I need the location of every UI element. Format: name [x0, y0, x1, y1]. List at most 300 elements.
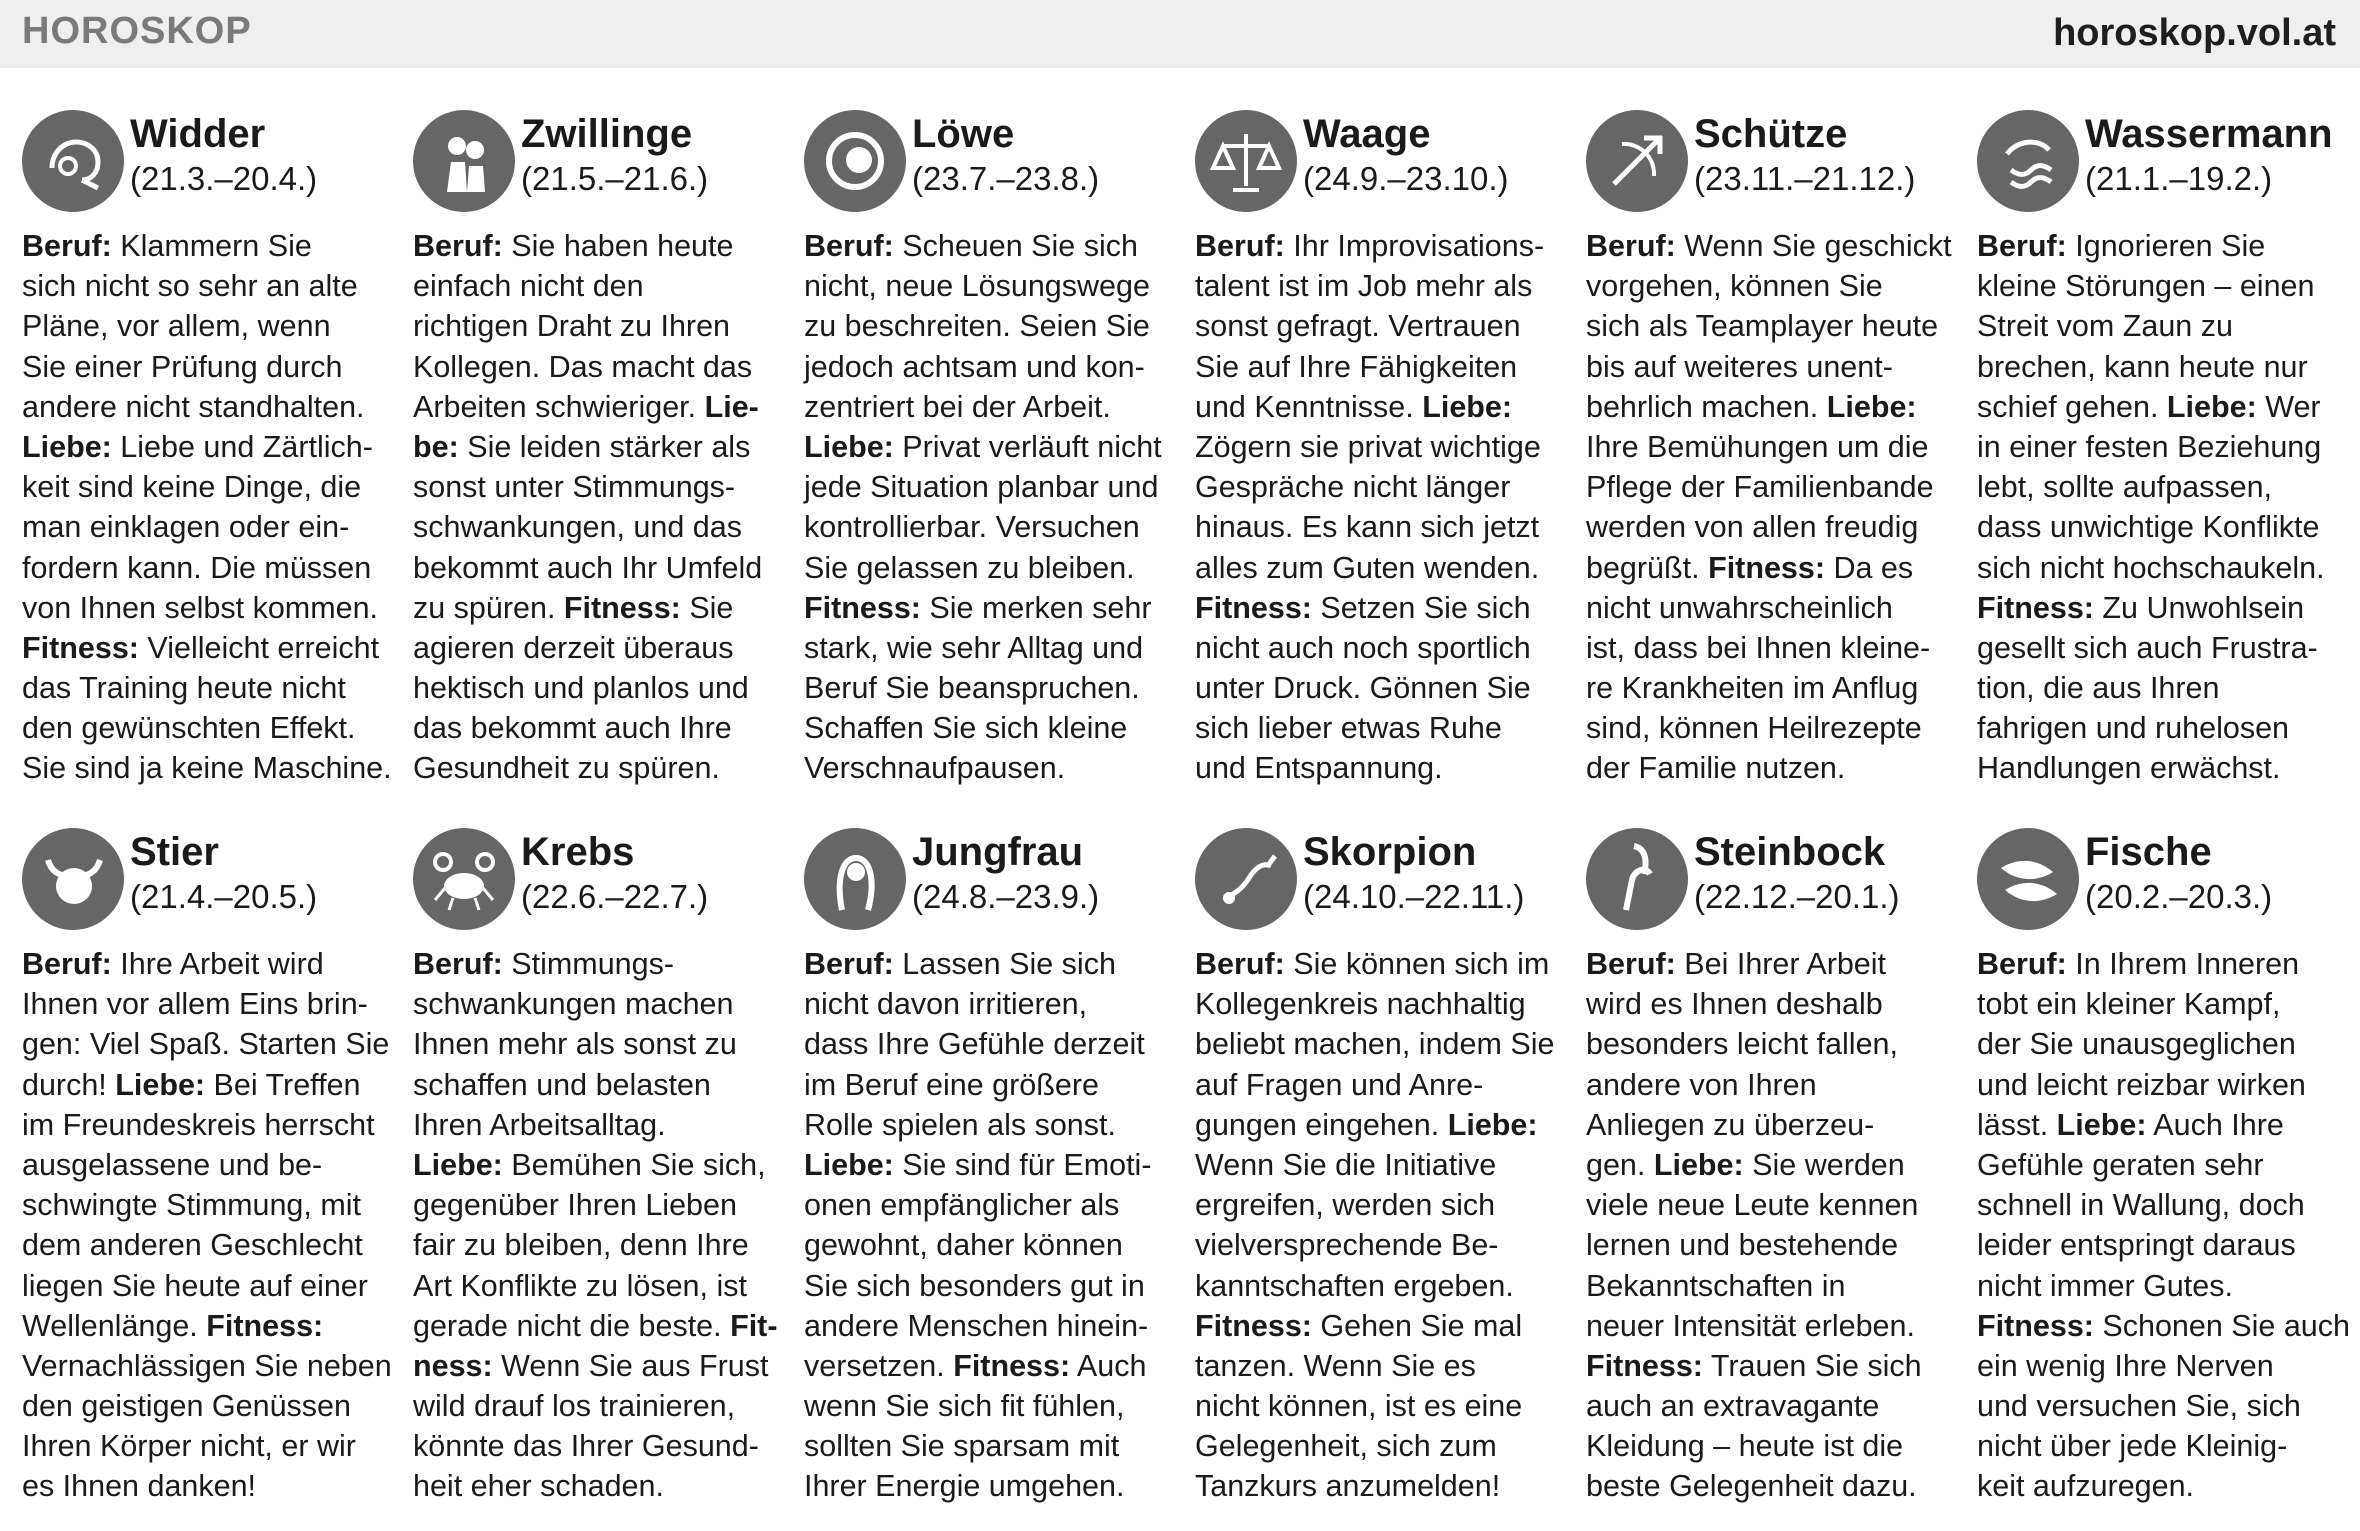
text-run: Sie sind für Emoti- [893, 1147, 1152, 1182]
text-line [22, 1024, 392, 1064]
text-run: gungen eingehen. [1195, 1107, 1448, 1142]
text-run: gegenüber Ihren Lieben [413, 1188, 737, 1223]
text-line [1586, 1266, 1956, 1306]
text-line [413, 347, 783, 387]
virgin-icon [804, 828, 906, 930]
text-run: Auch [1070, 1348, 1147, 1383]
text-line [413, 1065, 783, 1105]
text-line [1977, 427, 2347, 467]
text-run: alles zum Guten wenden. [1195, 550, 1540, 585]
text-line [804, 1065, 1174, 1105]
text-line [22, 1065, 392, 1105]
text-run: Wer [2256, 389, 2321, 424]
text-line [1586, 548, 1956, 588]
text-run: könnte das Ihrer Gesund- [413, 1429, 759, 1464]
text-line [1586, 1225, 1956, 1265]
text-run: talent ist im Job mehr als [1195, 269, 1533, 304]
text-line [413, 668, 783, 708]
text-run: Bekanntschaften in [1586, 1268, 1846, 1303]
text-line [1586, 628, 1956, 668]
text-line [413, 226, 783, 266]
text-line [804, 387, 1174, 427]
text-run: brechen, kann heute nur [1977, 349, 2308, 384]
text-run: schnell in Wallung, doch [1977, 1188, 2305, 1223]
text-run: hinaus. Es kann sich jetzt [1195, 510, 1540, 545]
text-line [413, 1225, 783, 1265]
text-run: Zögern sie privat wichtige [1195, 429, 1541, 464]
text-line [1977, 507, 2347, 547]
text-line [1586, 1426, 1956, 1466]
section-label: Liebe: [804, 1147, 894, 1182]
text-run: keit aufzuregen. [1977, 1469, 2195, 1504]
text-run: Vernachlässigen Sie neben [22, 1348, 392, 1383]
text-line [804, 1466, 1174, 1506]
text-run: den gewünschten Effekt. [22, 711, 356, 746]
text-line [1977, 306, 2347, 346]
text-run: richtigen Draht zu Ihren [413, 309, 731, 344]
text-run: Sie merken sehr [920, 590, 1152, 625]
text-run: Sie können sich im [1284, 947, 1550, 981]
section-label: Liebe: [804, 429, 894, 464]
text-line [1977, 1225, 2347, 1265]
section-label: Liebe: [1826, 389, 1917, 424]
text-run: Stimmungs- [502, 947, 674, 981]
text-run: auf Fragen und Anre- [1195, 1067, 1484, 1102]
text-run: Wenn Sie geschickt [1675, 229, 1952, 263]
text-line [1977, 1426, 2347, 1466]
text-line [413, 1266, 783, 1306]
text-line [804, 668, 1174, 708]
text-run: sonst gefragt. Vertrauen [1195, 309, 1521, 344]
text-line [413, 708, 783, 748]
text-line [413, 1386, 783, 1426]
text-line [1586, 708, 1956, 748]
sign-text [22, 226, 392, 789]
sign-name: Jungfrau [912, 830, 1084, 874]
sign-name: Zwillinge [521, 112, 693, 156]
text-run: Gesundheit zu spüren. [413, 751, 720, 786]
text-run: auch an extravagante [1586, 1389, 1880, 1424]
text-run: der Sie unausgeglichen [1977, 1027, 2296, 1062]
text-line [413, 1306, 783, 1346]
text-line [804, 507, 1174, 547]
text-run: Scheuen Sie sich [893, 229, 1138, 263]
section-label: Fitness: [206, 1308, 324, 1343]
text-line [804, 984, 1174, 1024]
text-line [22, 1426, 392, 1466]
text-run: kontrollierbar. Versuchen [804, 510, 1140, 545]
text-run: nicht über jede Kleinig- [1977, 1429, 2288, 1464]
text-run: zentriert bei der Arbeit. [804, 389, 1111, 424]
text-line [1195, 944, 1565, 984]
text-run: Pflege der Familienbande [1586, 470, 1934, 505]
text-line [1195, 1466, 1565, 1506]
text-line [22, 1306, 392, 1346]
text-line [413, 1024, 783, 1064]
sign-text [1586, 226, 1956, 789]
sign-dates: (21.1.–19.2.) [2085, 160, 2273, 197]
text-run: nicht auch noch sportlich [1195, 630, 1531, 665]
text-run: keit sind keine Dinge, die [22, 470, 362, 505]
text-line [22, 507, 392, 547]
text-run: Streit vom Zaun zu [1977, 309, 2233, 344]
text-line [1977, 1105, 2347, 1145]
section-label: Beruf: [1195, 229, 1285, 263]
text-run: Pläne, vor allem, wenn [22, 309, 331, 344]
text-line [22, 748, 392, 788]
text-line [1977, 1145, 2347, 1185]
text-run: im Beruf eine größere [804, 1067, 1099, 1102]
sign-name: Steinbock [1694, 830, 1886, 874]
text-line [1977, 668, 2347, 708]
text-run: Wenn Sie die Initiative [1195, 1147, 1497, 1182]
text-line [804, 427, 1174, 467]
sign-dates: (21.3.–20.4.) [130, 160, 318, 197]
text-line [1195, 628, 1565, 668]
text-run: tobt ein kleiner Kampf, [1977, 987, 2281, 1022]
text-run: Ihrer Energie umgehen. [804, 1469, 1125, 1504]
text-run: nicht unwahrscheinlich [1586, 590, 1893, 625]
text-run: wenn Sie sich fit fühlen, [804, 1389, 1125, 1424]
archer-icon [1586, 110, 1688, 212]
text-run: Liebe und Zärtlich- [111, 429, 373, 464]
text-run: und Entspannung. [1195, 751, 1443, 786]
text-run: leider entspringt daraus [1977, 1228, 2296, 1263]
text-run: Wellenlänge. [22, 1308, 207, 1343]
text-run: das Training heute nicht [22, 671, 346, 706]
text-line [1195, 1105, 1565, 1145]
text-line [1586, 1024, 1956, 1064]
text-line [413, 1105, 783, 1145]
text-run: andere Menschen hinein- [804, 1308, 1149, 1343]
text-run: Ihr Improvisations- [1284, 229, 1545, 263]
text-run: Gehen Sie mal [1311, 1308, 1523, 1343]
text-line [413, 588, 783, 628]
section-label: Liebe: [2166, 389, 2257, 424]
text-run: Bei Treffen [205, 1067, 361, 1102]
section-label: Beruf: [413, 229, 503, 263]
text-run: Gespräche nicht länger [1195, 470, 1511, 505]
text-run: wild drauf los trainieren, [413, 1389, 736, 1424]
text-line [1586, 944, 1956, 984]
text-line [1195, 1185, 1565, 1225]
sign-dates: (22.12.–20.1.) [1694, 878, 1900, 915]
text-line [22, 387, 392, 427]
section-label: Fitness: [1977, 1308, 2094, 1343]
water-bearer-icon [1977, 110, 2079, 212]
section-label: Beruf: [1195, 947, 1285, 981]
sign-text [413, 944, 783, 1507]
text-line [1195, 1306, 1565, 1346]
text-run: Sie auf Ihre Fähigkeiten [1195, 349, 1518, 384]
sign-dates: (22.6.–22.7.) [521, 878, 709, 915]
text-run: Ihre Arbeit wird [111, 947, 324, 981]
text-line [1195, 668, 1565, 708]
text-line [804, 1386, 1174, 1426]
section-label: Liebe: [22, 429, 112, 464]
bull-icon [22, 828, 124, 930]
text-line [413, 944, 783, 984]
text-run: Anliegen zu überzeu- [1586, 1107, 1875, 1142]
text-line [804, 1105, 1174, 1145]
text-line [1586, 266, 1956, 306]
text-line [22, 467, 392, 507]
text-line [804, 748, 1174, 788]
section-title: HOROSKOP [22, 10, 252, 52]
text-run: kleine Störungen – einen [1977, 269, 2315, 304]
section-label: Beruf: [1586, 947, 1676, 981]
text-line [1586, 306, 1956, 346]
text-line [1977, 226, 2347, 266]
sign-text [804, 944, 1174, 1507]
sign-dates: (21.5.–21.6.) [521, 160, 709, 197]
text-line [22, 347, 392, 387]
text-run: dass Ihre Gefühle derzeit [804, 1027, 1145, 1062]
text-line [1977, 347, 2347, 387]
section-label: Fitness: [1977, 590, 2094, 625]
text-line [804, 347, 1174, 387]
text-run: fordern kann. Die müssen [22, 550, 372, 585]
text-line [1977, 984, 2347, 1024]
sign-dates: (20.2.–20.3.) [2085, 878, 2273, 915]
text-run: besonders leicht fallen, [1586, 1027, 1898, 1062]
text-run: schief gehen. [1977, 389, 2167, 424]
text-run: liegen Sie heute auf einer [22, 1268, 368, 1303]
text-line [1586, 347, 1956, 387]
scales-icon [1195, 110, 1297, 212]
section-label: Beruf: [22, 229, 112, 263]
text-line [804, 1346, 1174, 1386]
text-run: ergreifen, werden sich [1195, 1188, 1496, 1223]
text-line [413, 1426, 783, 1466]
text-line [804, 1306, 1174, 1346]
text-run: gewohnt, daher können [804, 1228, 1123, 1263]
sign-text [22, 944, 392, 1507]
text-run: andere nicht standhalten. [22, 389, 365, 424]
sign-name: Stier [130, 830, 219, 874]
text-line [1586, 588, 1956, 628]
text-run: und versuchen Sie, sich [1977, 1389, 2301, 1424]
text-line [1977, 748, 2347, 788]
text-run: lernen und bestehende [1586, 1228, 1899, 1263]
text-line [22, 668, 392, 708]
text-run: Bei Ihrer Arbeit [1675, 947, 1887, 981]
text-run: Ihren Arbeitsalltag. [413, 1107, 666, 1142]
text-line [1586, 1145, 1956, 1185]
text-run: ist, dass bei Ihnen kleine- [1586, 630, 1931, 665]
text-run: Ihren Körper nicht, er wir [22, 1429, 356, 1464]
text-line [1195, 1225, 1565, 1265]
text-line [1586, 1185, 1956, 1225]
text-line [22, 266, 392, 306]
section-label: Fitness: [1586, 1348, 1703, 1383]
text-run: schwankungen, und das [413, 510, 742, 545]
text-line [1586, 1065, 1956, 1105]
section-label: Beruf: [1977, 947, 2067, 981]
text-run: andere von Ihren [1586, 1067, 1817, 1102]
text-line [1195, 1024, 1565, 1064]
section-label: Fitness: [563, 590, 681, 625]
text-run: hektisch und planlos und [413, 671, 749, 706]
text-line [413, 628, 783, 668]
text-run: nicht immer Gutes. [1977, 1268, 2233, 1303]
text-run: neuer Intensität erleben. [1586, 1308, 1915, 1343]
text-line [1586, 1105, 1956, 1145]
sign-text [1195, 226, 1565, 789]
text-line [804, 1185, 1174, 1225]
sign-name: Wassermann [2085, 112, 2333, 156]
text-run: Kleidung – heute ist die [1586, 1429, 1904, 1464]
text-line [1586, 984, 1956, 1024]
text-line [1195, 1145, 1565, 1185]
text-run: nicht können, ist es eine [1195, 1389, 1523, 1424]
text-line [1586, 467, 1956, 507]
text-run: Trauen Sie sich [1702, 1348, 1922, 1383]
text-run: sollten Sie sparsam mit [804, 1429, 1120, 1464]
text-line [1977, 1024, 2347, 1064]
text-run: Sie gelassen zu bleiben. [804, 550, 1135, 585]
text-line [22, 1145, 392, 1185]
text-run: Klammern Sie [111, 229, 312, 263]
text-run: bekommt auch Ihr Umfeld [413, 550, 763, 585]
text-line [22, 548, 392, 588]
text-run: begrüßt. [1586, 550, 1709, 585]
text-line [413, 266, 783, 306]
text-run: vielversprechende Be- [1195, 1228, 1499, 1263]
text-line [22, 628, 392, 668]
section-label: Liebe: [1653, 1147, 1744, 1182]
text-run: Tanzkurs anzumelden! [1195, 1469, 1501, 1504]
text-run: bis auf weiteres unent- [1586, 349, 1893, 384]
text-run: Arbeiten schwieriger. [413, 389, 705, 424]
section-label: Liebe: [115, 1067, 206, 1102]
text-line [22, 588, 392, 628]
text-line [804, 548, 1174, 588]
text-line [413, 306, 783, 346]
text-run: Bemühen Sie sich, [502, 1147, 766, 1182]
text-run: das bekommt auch Ihre [413, 711, 732, 746]
text-run: einfach nicht den [413, 269, 644, 304]
text-line [22, 1185, 392, 1225]
text-run: Gelegenheit, sich zum [1195, 1429, 1497, 1464]
sign-dates: (24.8.–23.9.) [912, 878, 1100, 915]
text-run: den geistigen Genüssen [22, 1389, 351, 1424]
sign-name: Waage [1303, 112, 1431, 156]
text-run: Zu Unwohlsein [2093, 590, 2305, 625]
sign-name: Schütze [1694, 112, 1848, 156]
sign-text [1195, 944, 1565, 1507]
text-run: zu beschreiten. Seien Sie [804, 309, 1150, 344]
text-run: im Freundeskreis herrscht [22, 1107, 375, 1142]
text-run: der Familie nutzen. [1586, 751, 1846, 786]
text-run: viele neue Leute kennen [1586, 1188, 1919, 1223]
text-run: versetzen. [804, 1348, 954, 1383]
text-line [1195, 984, 1565, 1024]
text-run: dass unwichtige Konflikte [1977, 510, 2320, 545]
sign-dates: (24.9.–23.10.) [1303, 160, 1509, 197]
text-line [22, 1225, 392, 1265]
sign-text [1586, 944, 1956, 1507]
text-line [1195, 347, 1565, 387]
lion-icon [804, 110, 906, 212]
section-label: Beruf: [804, 229, 894, 263]
text-line [804, 1024, 1174, 1064]
text-line [1195, 306, 1565, 346]
text-line [1977, 548, 2347, 588]
sign-text [413, 226, 783, 789]
text-line [804, 467, 1174, 507]
text-line [1977, 1065, 2347, 1105]
text-run: gesellt sich auch Frustra- [1977, 630, 2318, 665]
text-line [1195, 507, 1565, 547]
text-run: werden von allen freudig [1586, 510, 1919, 545]
text-line [1586, 387, 1956, 427]
text-line [1195, 588, 1565, 628]
sign-text [804, 226, 1174, 789]
text-run: sich nicht hochschaukeln. [1977, 550, 2325, 585]
text-run: unter Druck. Gönnen Sie [1195, 671, 1531, 706]
text-line [413, 467, 783, 507]
text-run: kanntschaften ergeben. [1195, 1268, 1514, 1303]
sign-dates: (23.7.–23.8.) [912, 160, 1100, 197]
text-line [1195, 266, 1565, 306]
text-line [1195, 1065, 1565, 1105]
text-line [413, 548, 783, 588]
text-run: wird es Ihnen deshalb [1586, 987, 1883, 1022]
text-run: Sie einer Prüfung durch [22, 349, 343, 384]
section-label: Liebe: [1422, 389, 1513, 424]
header-bar [0, 0, 2360, 68]
text-line [1977, 588, 2347, 628]
text-run: es Ihnen danken! [22, 1469, 257, 1504]
text-run: tanzen. Wenn Sie es [1195, 1348, 1476, 1383]
text-line [22, 1466, 392, 1506]
text-run: sich nicht so sehr an alte [22, 269, 358, 304]
text-line [22, 226, 392, 266]
text-line [804, 708, 1174, 748]
text-run: tion, die aus Ihren [1977, 671, 2220, 706]
text-run: Handlungen erwächst. [1977, 751, 2281, 786]
text-line [1586, 1346, 1956, 1386]
text-run: Vielleicht erreicht [138, 630, 380, 665]
text-run: sind, können Heilrezepte [1586, 711, 1922, 746]
text-line [1195, 1266, 1565, 1306]
text-run: zu spüren. [413, 590, 564, 625]
text-run: Schonen Sie auch [2093, 1308, 2350, 1343]
section-label: Fitness: [22, 630, 139, 665]
text-line [1586, 748, 1956, 788]
sign-dates: (24.10.–22.11.) [1303, 878, 1525, 915]
text-run: schwankungen machen [413, 987, 734, 1022]
text-line [1195, 1386, 1565, 1426]
section-label: Beruf: [413, 947, 503, 981]
text-run: jede Situation planbar und [804, 470, 1159, 505]
sign-text [1977, 944, 2350, 1507]
text-run: durch! [22, 1067, 116, 1102]
text-line [1586, 226, 1956, 266]
text-line [1195, 467, 1565, 507]
text-run: Sie leiden stärker als [458, 429, 751, 464]
text-line [804, 628, 1174, 668]
text-run: Setzen Sie sich [1311, 590, 1531, 625]
text-line [1977, 708, 2347, 748]
section-label: Beruf: [804, 947, 894, 981]
scorpion-icon [1195, 828, 1297, 930]
text-run: Beruf Sie beanspruchen. [804, 671, 1140, 706]
text-run: lebt, sollte aufpassen, [1977, 470, 2273, 505]
text-line [413, 1346, 783, 1386]
sign-name: Skorpion [1303, 830, 1477, 874]
